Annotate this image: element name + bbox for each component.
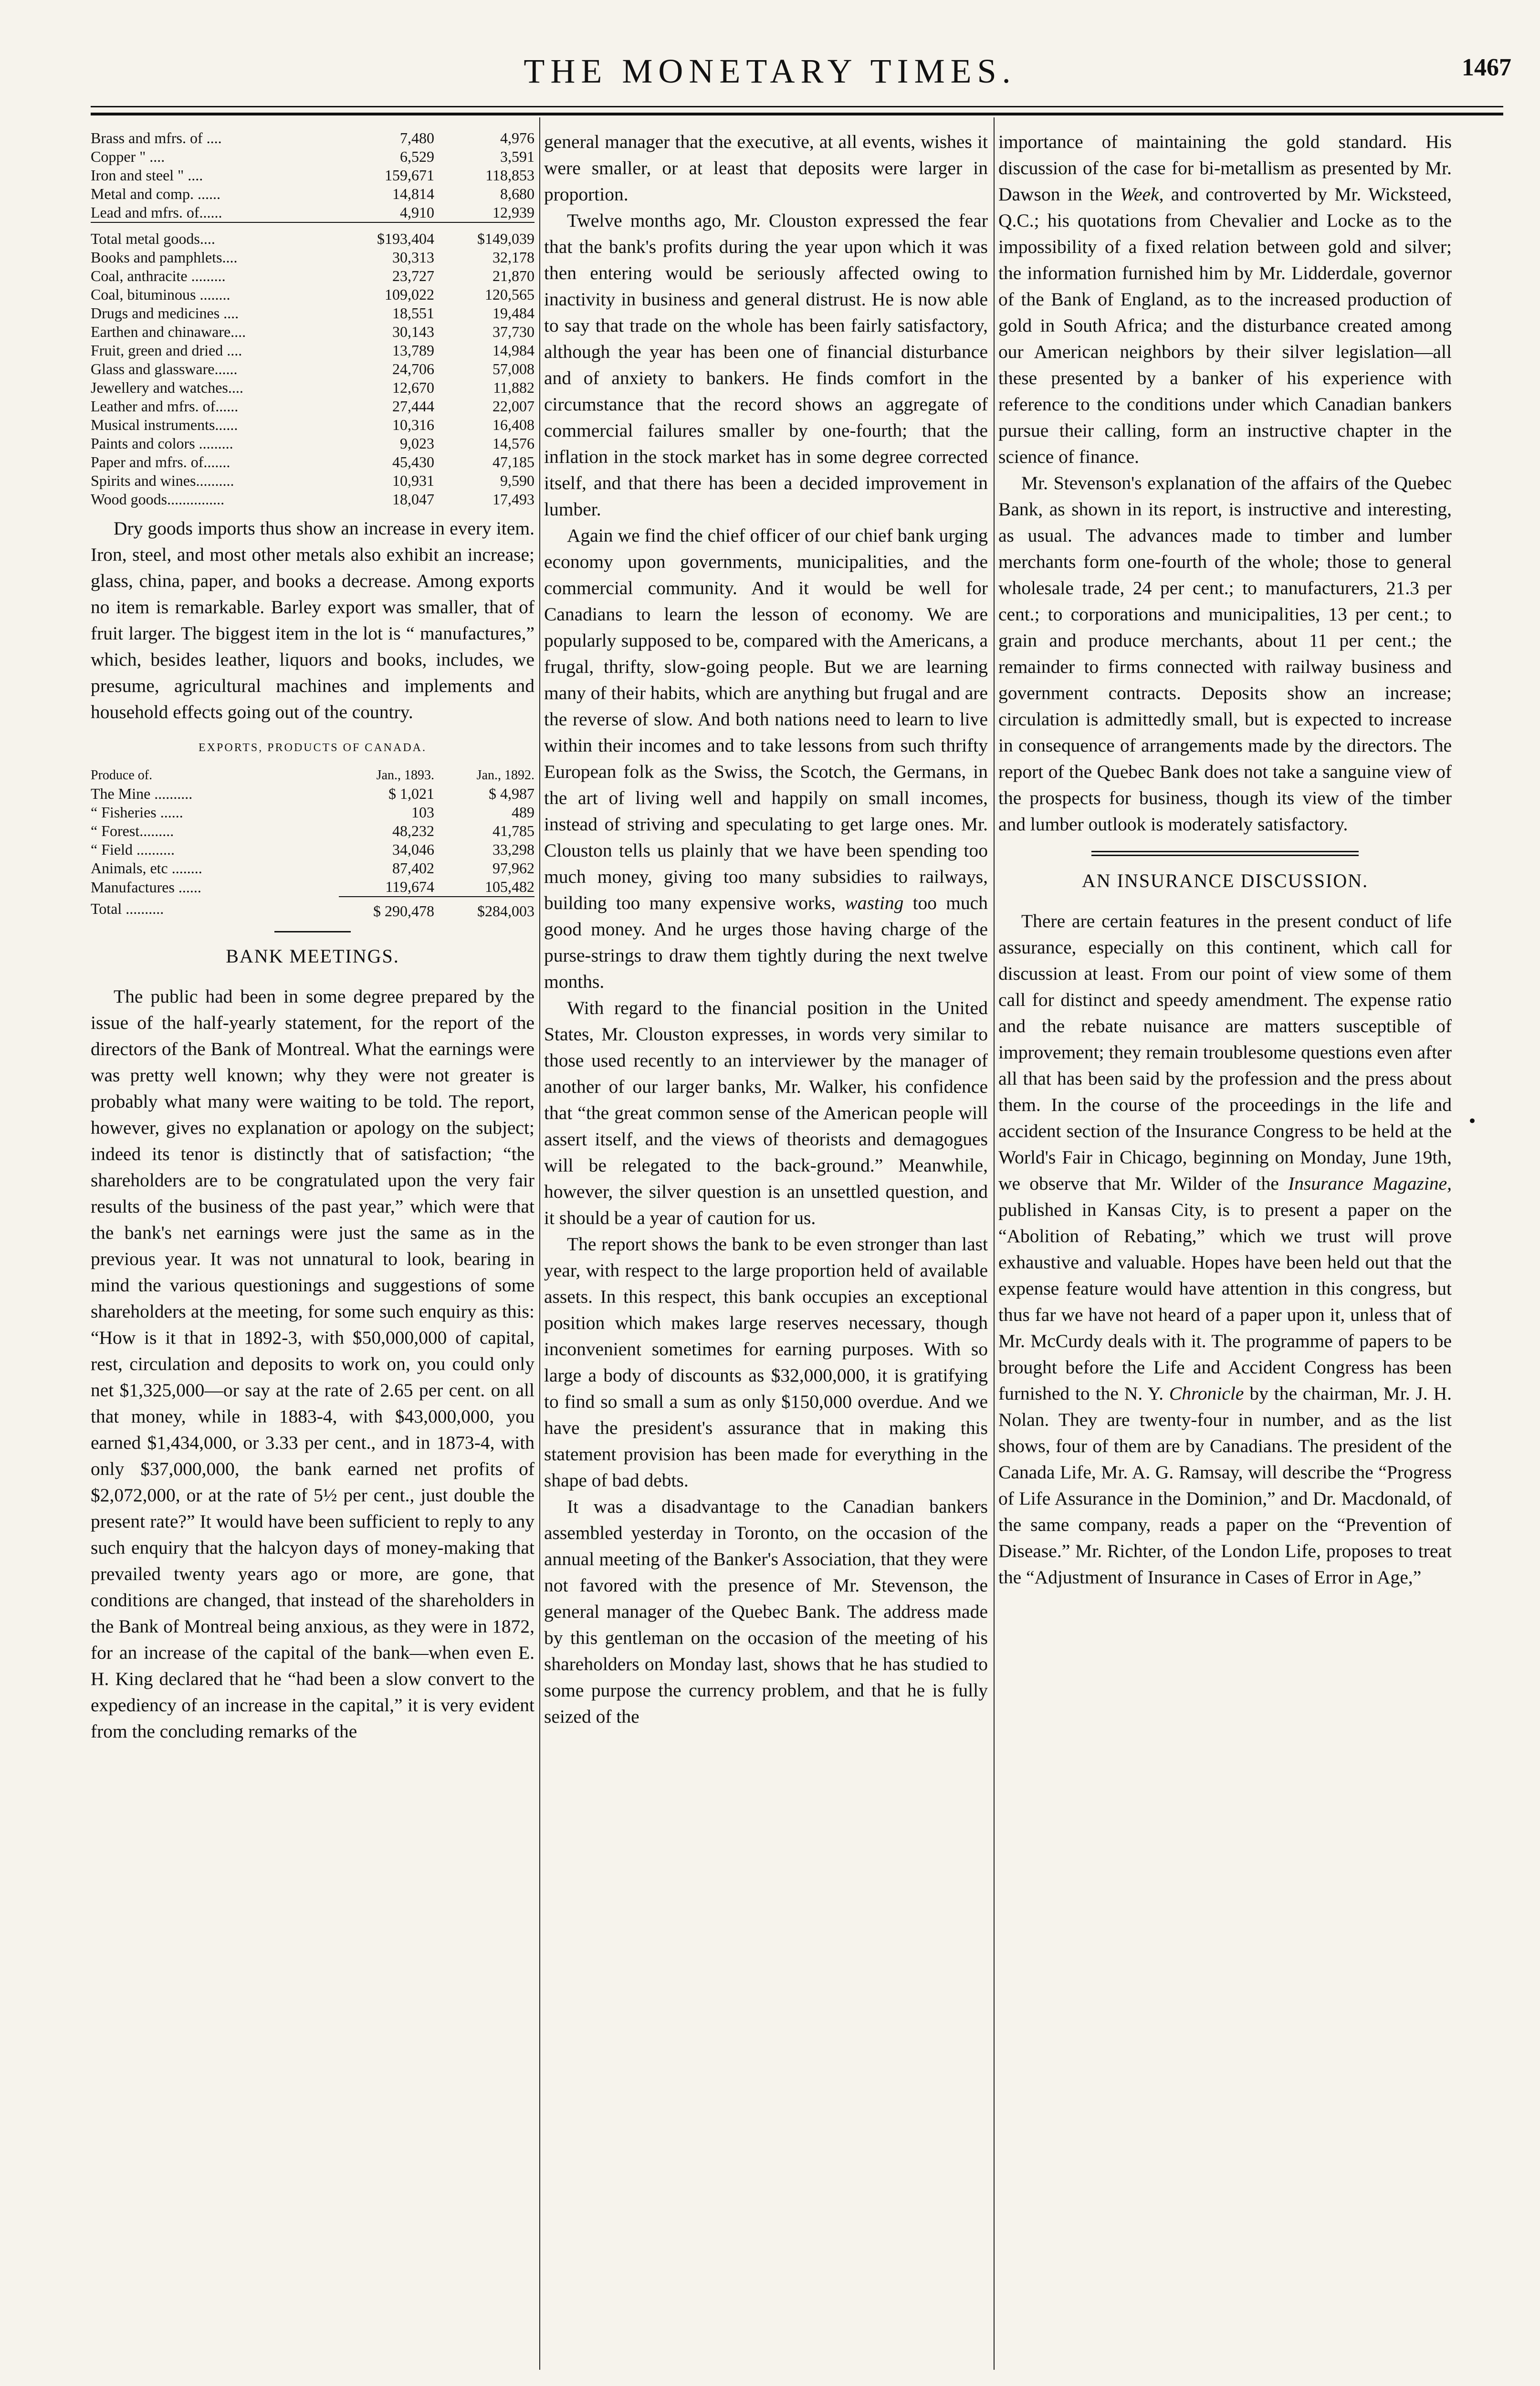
column-1 <box>91 129 534 2362</box>
table-row <box>91 378 534 397</box>
table-row <box>91 490 534 509</box>
margin-dot: • <box>1467 1112 1477 1131</box>
masthead <box>0 0 1540 119</box>
table-row <box>91 341 534 360</box>
table-value: 21,870 <box>492 267 534 284</box>
table-item: Metal and comp. ...... <box>91 185 220 202</box>
table-item: Musical instruments...... <box>91 416 238 433</box>
table-value: $284,003 <box>434 897 534 921</box>
paragraph: With regard to the financial position in the United States, Mr. Clouston expresses, in words very similar to those used recently to an interviewer by the manager of another of our larger banks, Mr. Walker, his confidence that “the great common sense of the American people will assert itself, and the views of theorists and demagogues will be relegated to the back-ground.” Meanwhile, however, the silver question is an unsettled question, and it should be a year of caution for us. <box>544 997 988 1228</box>
table-value: 30,143 <box>392 323 434 340</box>
table-value: 27,444 <box>392 398 434 415</box>
table-item: Total metal goods.... <box>91 222 339 248</box>
paragraph <box>998 908 1452 1591</box>
page-number: 1467 <box>1462 54 1511 81</box>
table-item: “ Forest......... <box>91 822 174 839</box>
table-item: Animals, etc ........ <box>91 859 202 877</box>
table-item: Brass and mfrs. of .... <box>91 129 222 147</box>
table-item: Total .......... <box>91 900 164 917</box>
table-value: 10,931 <box>392 472 434 489</box>
table-value: 48,232 <box>392 822 434 839</box>
table-value: 45,430 <box>392 453 434 471</box>
table-value: 24,706 <box>392 360 434 377</box>
table-item: Drugs and medicines .... <box>91 304 239 322</box>
table-item: Jewellery and watches.... <box>91 379 243 396</box>
table-value: 489 <box>512 804 534 821</box>
table-value: 57,008 <box>492 360 534 377</box>
table-value: 18,551 <box>392 304 434 322</box>
table-row <box>91 878 534 897</box>
table-value: $ 290,478 <box>339 897 434 921</box>
table-value: 23,727 <box>392 267 434 284</box>
table-value: $149,039 <box>434 222 534 248</box>
table-value: 37,730 <box>492 323 534 340</box>
table-header-row <box>91 766 534 785</box>
table-value: 34,046 <box>392 841 434 858</box>
table-value: 120,565 <box>485 286 534 303</box>
table-row <box>91 453 534 471</box>
table-value: 22,007 <box>492 398 534 415</box>
table-row <box>91 304 534 323</box>
table-row <box>91 471 534 490</box>
table-item: Paper and mfrs. of....... <box>91 453 230 471</box>
text-run: too much good money. And he urges those having charge of the purse-strings to draw them tightly during the next twelve months. <box>544 892 988 992</box>
insurance-heading: AN INSURANCE DISCUSSION. <box>1081 870 1369 891</box>
table-item: Wood goods............... <box>91 491 225 508</box>
table-item: Earthen and chinaware.... <box>91 323 246 340</box>
table-row <box>91 840 534 859</box>
table-value: 12,670 <box>392 379 434 396</box>
table-value: 14,814 <box>392 185 434 202</box>
paragraph <box>544 523 988 995</box>
table-value: 109,022 <box>385 286 434 303</box>
table-value: 14,576 <box>492 435 534 452</box>
table-value: 41,785 <box>492 822 534 839</box>
table-item: “ Fisheries ...... <box>91 804 183 821</box>
table-item: Copper " .... <box>91 148 165 165</box>
table-row <box>91 285 534 304</box>
table-item: “ Field .......... <box>91 841 175 858</box>
table-row <box>91 416 534 434</box>
text-run: and controverted by Mr. Wicksteed, Q.C.; his quotations from Chevalier and Locke as to the impossibility of a fixed relation between gold and silver; the information furnished him by Mr. Lidderdale, governor of the Bank of England, as to the increased production of gold in South Africa; and the disturbance created among our American neighbors by their silver legislation—all these presented by a banker of his experience with reference to the conditions under which Canadian bankers pursue their calling, form an instructive chapter in the science of finance. <box>998 184 1452 467</box>
table-value: $ 4,987 <box>489 785 534 802</box>
column-2 <box>544 129 988 2362</box>
exports-table <box>91 766 534 921</box>
paragraph: Dry goods imports thus show an increase in every item. Iron, steel, and most other metals also exhibit an increase; glass, china, paper, and books a decrease. Among exports no item is remarkable. Barley export was smaller, that of fruit larger. The biggest item in the lot is “ manufactures,” which, besides leather, liquors and books, includes, we presume, agricultural machines and implements and household effects going out of the country. <box>91 518 534 722</box>
text-run: published in Kansas City, is to present a paper on the “Abolition of Rebating,” which we trust will prove exhaustive and valuable. Hopes have been held out that the expense feature would have attention in this congress, but thus far we have not heard of a paper upon it, unless that of Mr. McCurdy deals with it. The programme of papers to be brought before the Life and Accident Congress has been furnished to the N. Y. <box>998 1199 1452 1404</box>
table-item: Manufactures ...... <box>91 878 201 896</box>
table-row <box>91 397 534 416</box>
bank-meetings-heading: BANK MEETINGS. <box>226 945 399 967</box>
table-value: 118,853 <box>485 167 534 184</box>
column-divider <box>539 117 540 2370</box>
table-value: 14,984 <box>492 342 534 359</box>
table-value: 33,298 <box>492 841 534 858</box>
exports-heading: EXPORTS, PRODUCTS OF CANADA. <box>199 742 427 754</box>
table-value: 12,939 <box>492 204 534 221</box>
table-value: 11,882 <box>493 379 534 396</box>
table-value: 3,591 <box>500 148 534 165</box>
table-value: 19,484 <box>492 304 534 322</box>
table-item: Lead and mfrs. of...... <box>91 204 222 221</box>
newspaper-title: THE MONETARY TIMES. <box>524 52 1016 90</box>
table-item: Coal, anthracite ......... <box>91 267 226 284</box>
table-value: 97,962 <box>492 859 534 877</box>
table-total-row <box>91 897 534 921</box>
italic-text: Insurance Magazine, <box>1288 1173 1452 1194</box>
table-value: 47,185 <box>492 453 534 471</box>
table-value: 7,480 <box>400 129 434 147</box>
table-row <box>91 267 534 285</box>
paragraph: Mr. Stevenson's explanation of the affairs of the Quebec Bank, as shown in its report, is instructive and interesting, as usual. The advances made to timber and lumber merchants form one-fourth of the whole; those to general wholesale trade, 24 per cent.; to manufacturers, 21.3 per cent.; to corporations and municipalities, 13 per cent.; to grain and produce merchants, about 11 per cent.; the remainder to firms connected with railway business and government contracts. Deposits show an increase; circulation is admittedly small, but is expected to increase in consequence of arrangements made by the directors. The report of the Quebec Bank does not take a sanguine view of the prospects for business, though its view of the timber and lumber outlook is moderately satisfactory. <box>998 472 1452 835</box>
table-row <box>91 166 534 185</box>
table-value: 4,910 <box>400 204 434 221</box>
table-value: 32,178 <box>492 249 534 266</box>
table-item: Leather and mfrs. of...... <box>91 398 239 415</box>
table-value: 87,402 <box>392 859 434 877</box>
section-rule <box>274 931 351 932</box>
paragraph: It was a disadvantage to the Canadian bankers assembled yesterday in Toronto, on the occasion of the annual meeting of the Banker's Association, that they were not favored with the presence of Mr. Stevenson, the general manager of the Quebec Bank. The address made by this gentleman on the occasion of the meeting of his shareholders on Monday last, shows that he has studied to some purpose the currency problem, and that he is fully seized of the <box>544 1496 988 1727</box>
table-value: 16,408 <box>492 416 534 433</box>
table-value: $193,404 <box>339 222 434 248</box>
table-value: $ 1,021 <box>388 785 434 802</box>
text-run: importance of maintaining the gold standard. His discussion of the case for bi-metallism as presented by Mr. Dawson in the <box>998 131 1452 205</box>
italic-text: wasting <box>845 892 904 913</box>
column-divider <box>994 117 995 2370</box>
table-row <box>91 434 534 453</box>
table-item: Books and pamphlets.... <box>91 249 238 266</box>
table-value: 6,529 <box>400 148 434 165</box>
paragraph: The report shows the bank to be even stronger than last year, with respect to the large proportion held of available assets. In this respect, this bank occupies an exceptional position which makes large reserves necessary, though inconvenient sometimes for earning purposes. With so large a body of discounts as $32,000,000, it is gratifying to find so small a sum as only $150,000 overdue. And we have the president's assurance that in making this statement provision has been made for everything in the shape of bad debts. <box>544 1234 988 1491</box>
column-3 <box>998 129 1452 2362</box>
table-value: 159,671 <box>385 167 434 184</box>
table-value: 103 <box>411 804 434 821</box>
table-row <box>91 147 534 166</box>
masthead-rule <box>91 106 1503 107</box>
table-item: Fruit, green and dried .... <box>91 342 242 359</box>
table-row <box>91 248 534 267</box>
table-item: Paints and colors ......... <box>91 435 233 452</box>
table-value: 30,313 <box>392 249 434 266</box>
table-value: Jan., 1892. <box>476 768 534 783</box>
table-value: 9,023 <box>400 435 434 452</box>
italic-text: Week, <box>1120 184 1164 205</box>
paragraph <box>998 129 1452 470</box>
table-value: 13,789 <box>392 342 434 359</box>
paragraph: Twelve months ago, Mr. Clouston expressed the fear that the bank's profits during the year upon which it was then entering would be seriously affected owing to inactivity in business and general distrust. He is now able to say that trade on the whole has been fairly satisfactory, although the year has been one of financial disturbance and of anxiety to bankers. He finds comfort in the circumstance that the record shows an aggregate of commercial failures smaller by one-fourth; that the inflation in the stock market has in some degree corrected itself, and that there has been a decided improvement in lumber. <box>544 210 988 520</box>
table-item: Produce of. <box>91 768 153 783</box>
table-value: 105,482 <box>485 878 534 895</box>
table-value: 10,316 <box>392 416 434 433</box>
table-item: The Mine .......... <box>91 785 193 802</box>
italic-text: Chronicle <box>1169 1383 1244 1404</box>
table-row <box>91 822 534 840</box>
table-value: 17,493 <box>492 491 534 508</box>
table-row <box>91 360 534 378</box>
table-value: Jan., 1893. <box>376 768 434 783</box>
imports-table <box>91 129 534 509</box>
table-value: 119,674 <box>385 878 434 895</box>
table-row <box>91 803 534 822</box>
table-total-row <box>91 222 534 248</box>
table-row <box>91 129 534 147</box>
table-row <box>91 859 534 878</box>
text-run: by the chairman, Mr. J. H. Nolan. They are twenty-four in number, and as the list shows, four of them are by Canadians. The president of the Canada Life, Mr. A. G. Ramsay, will describe the “Progress of Life Assurance in the Dominion,” and Dr. Macdonald, of the same company, reads a paper on the “Prevention of Disease.” Mr. Richter, of the London Life, proposes to treat the “Adjustment of Insurance in Cases of Error in Age,” <box>998 1383 1452 1588</box>
table-row <box>91 185 534 203</box>
table-row <box>91 785 534 803</box>
section-rule <box>1091 851 1359 856</box>
table-value: 9,590 <box>500 472 534 489</box>
table-value: 8,680 <box>500 185 534 202</box>
table-item: Spirits and wines.......... <box>91 472 234 489</box>
masthead-rule-thick <box>91 113 1503 115</box>
text-run: Again we find the chief officer of our chief bank urging economy upon governments, municipalities, and the commercial community. And it would be well for Canadians to learn the lesson of economy. We are popularly supposed to be, compared with the Americans, a frugal, thrifty, slow-going people. But we are learning many of their habits, which are anything but frugal and are the reverse of slow. And both nations need to learn to live within their incomes and to take lessons from such thrifty European folk as the Swiss, the Scotch, the Germans, in the art of living well and happily on small incomes, instead of striving and speculating to get large ones. Mr. Clouston tells us plainly that we have been spending too much money, giving too many subsidies to railways, building too many expensive works, <box>544 525 988 913</box>
paragraph: general manager that the executive, at all events, wishes it were smaller, or at least that deposits were larger in proportion. <box>544 131 988 205</box>
text-run: There are certain features in the present conduct of life assurance, especially on this continent, which call for discussion at least. From our point of view some of them call for distinct and speedy amendment. The expense ratio and the rebate nuisance are matters susceptible of improvement; they remain troublesome questions even after all that has been said by the profession and the press about them. In the course of the proceedings in the life and accident section of the Insurance Congress to be held at the World's Fair in Chicago, beginning on Monday, June 19th, we observe that Mr. Wilder of the <box>998 910 1452 1194</box>
table-item: Glass and glassware...... <box>91 360 238 377</box>
table-row <box>91 203 534 222</box>
table-value: 4,976 <box>500 129 534 147</box>
table-item: Coal, bituminous ........ <box>91 286 230 303</box>
table-row <box>91 323 534 341</box>
paragraph: The public had been in some degree prepared by the issue of the half-yearly statement, for the report of the directors of the Bank of Montreal. What the earnings were was pretty well known; why they were not greater is probably what many were waiting to be told. The report, however, gives no explanation or apology on the subject; indeed its tenor is distinctly that of satisfaction; “the shareholders are to be congratulated upon the very fair results of the business of the past year,” which were that the bank's net earnings were just the same as in the previous year. It was not unnatural to look, bearing in mind the various questionings and suggestions of some shareholders at the meeting, for some such enquiry as this: “How is it that in 1892-3, with $50,000,000 of capital, rest, circulation and deposits to work on, you could only net $1,325,000—or say at the rate of 2.65 per cent. on all that money, while in 1883-4, with $43,000,000, you earned $1,434,000, or 3.33 per cent., and in 1873-4, with only $37,000,000, the bank earned net profits of $2,072,000, or at the rate of 5½ per cent., just double the present rate?” It would have been sufficient to reply to any such enquiry that the halcyon days of money-making that prevailed twenty years ago or more, are gone, that conditions are changed, that instead of the shareholders in the Bank of Montreal being anxious, as they were in 1872, for an increase of the capital of the bank—when even E. H. King declared that he “had been a slow convert to the expediency of an increase in the capital,” it is very evident from the concluding remarks of the <box>91 986 534 1742</box>
table-item: Iron and steel " .... <box>91 167 203 184</box>
table-value: 18,047 <box>392 491 434 508</box>
